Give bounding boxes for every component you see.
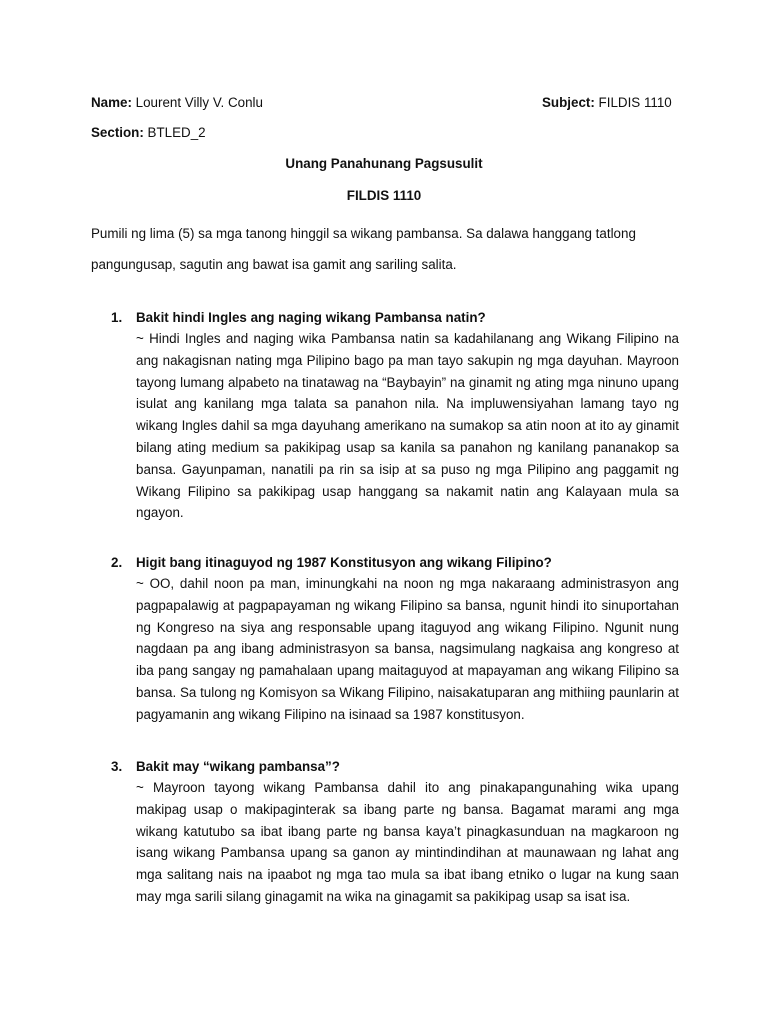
subject-value: FILDIS 1110 [594, 95, 672, 110]
name-line [91, 95, 263, 110]
section-line [91, 125, 206, 140]
exam-title: Unang Panahunang Pagsusulit [285, 156, 483, 171]
course-code: FILDIS 1110 [346, 188, 422, 203]
question-number: 1. [111, 310, 123, 325]
header-row [91, 95, 768, 113]
answer-text: ~ Hindi Ingles and naging wika Pambansa natin sa kadahilanang ang Wikang Filipino na ang nakagisnan nating mga Pilipino bago pa man tayo sakupin ng mga dayuhan. Mayroon tayong lumang alpabeto na tinatawag na “Baybayin” na ginamit ng ating mga ninuno upang isulat ang kanilang mga talata sa panahon nila. Na impluwensiyahan lamang tayo ng wikang Ingles dahil sa mga dayuhang amerikano na sumakop sa atin noon at ito ay ginamit bilang ating medium sa pakikipag usap sa kanila sa panahon ng kanilang pananakop sa bansa. Gayunpaman, nanatili pa rin sa isip at sa puso ng mga Pilipino ang paggamit ng Wikang Filipino sa pakikipag usap hanggang sa nakamit natin ang Kalayaan mula sa ngayon. [136, 331, 679, 521]
question-text: Higit bang itinaguyod ng 1987 Konstitusyon ang wikang Filipino? [136, 555, 552, 570]
answer-text: ~ OO, dahil noon pa man, iminungkahi na noon ng mga nakaraang administrasyon ang pagpapalawig at pagpapayaman ng wikang Filipino sa bansa, ngunit hindi ito sinuportahan ng Kongreso na siya ang responsable upang itaguyod ang wikang Filipino. Ngunit nung nagdaan pa ang ibang administrasyon sa bansa, nagsimulang nagkaisa ang kongreso at iba pang sangay ng pamahalaan upang maitaguyod at mapayaman ang wikang Filipino sa bansa. Sa tulong ng Komisyon sa Wikang Filipino, naisakatuparan ang mithiing paunlarin at pagyamanin ang wikang Filipino na isinaad sa 1987 konstitusyon. [136, 576, 679, 722]
question-number: 2. [111, 555, 123, 570]
answer-text: ~ Mayroon tayong wikang Pambansa dahil ito ang pinakapangunahing wika upang makipag usap o makipaginterak sa ibang parte ng bansa. Bagamat marami ang mga wikang katutubo sa ibat ibang parte ng bansa kaya’t pinagkasunduan na magkaroon ng isang wikang Pambansa upang sa ganon ay mintindindihan at maunawaan ng lahat ang mga salitang nais na ipaabot ng mga tao mula sa ibat ibang etniko o lugar na kung saan may mga sarili silang ginagamit na wika na ginagamit sa pakikipag usap sa isat isa. [136, 780, 679, 904]
section-label: Section: [91, 125, 144, 140]
subject-label: Subject: [542, 95, 595, 110]
question-text: Bakit hindi Ingles ang naging wikang Pambansa natin? [136, 310, 486, 325]
instructions: Pumili ng lima (5) sa mga tanong hinggil sa wikang pambansa. Sa dalawa hanggang tatlong pangungusap, sagutin ang bawat isa gamit ang sariling salita. [91, 226, 636, 272]
name-label: Name: [91, 95, 132, 110]
subject-line [542, 95, 672, 110]
section-value: BTLED_2 [143, 125, 206, 140]
question-text: Bakit may “wikang pambansa”? [136, 759, 340, 774]
question-number: 3. [111, 759, 123, 774]
name-value: Lourent Villy V. Conlu [131, 95, 263, 110]
